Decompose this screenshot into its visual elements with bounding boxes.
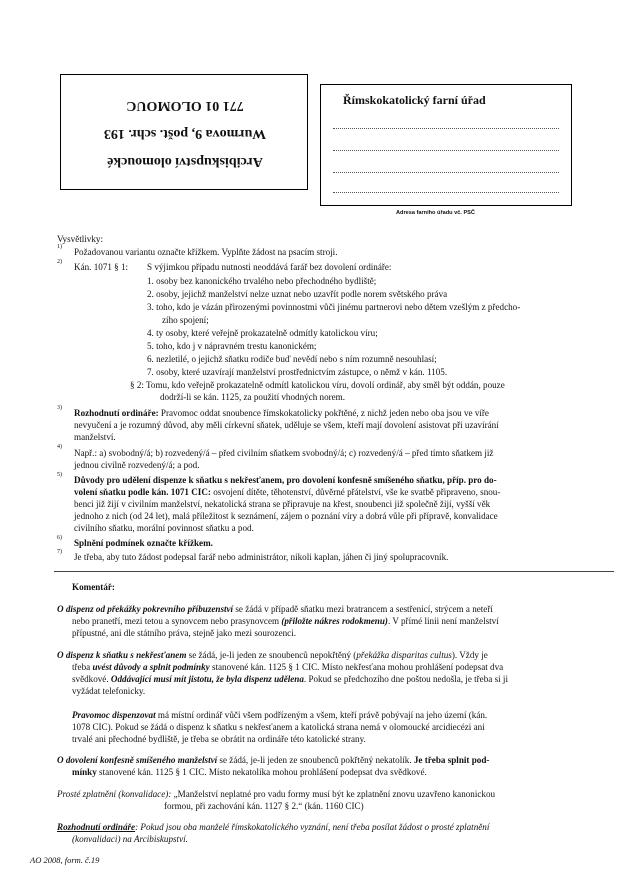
note-mark-3: 3) [57,405,62,411]
note-mark-1: 1) [57,244,62,250]
note-7: Je třeba, aby tuto žádost podepsal farář nebo administrátor, nikoli kaplan, jáhen či jiný spolupracovník. [74,552,449,562]
note-5-line-2: volení sňatku podle kán. 1071 CIC: osvojení dítěte, těhotenství, důvěrné přátelství, vše ke svatbě připraveno, snou- [74,487,501,497]
note-5-line-5: civilního sňatku, morální povinnost sňatku a pod. [74,523,254,533]
note-3-line-1: Rozhodnutí ordináře: Pravomoc oddat snoubence římskokatolicky pokřtěné, z nichž jeden nebo oba jsou ve víře [74,408,489,418]
comment-3-line-1: Pravomoc dispenzovat má místní ordinář vůči všem podřízeným a všem, kteří právě pobývají na jeho území (kán. [72,710,488,720]
parish-address-box [320,84,572,206]
comment-6-line-2: (konvalidaci) na Arcibiskupství. [72,834,188,844]
divider [54,571,614,572]
note-2-canon: Kán. 1071 § 1: [74,262,129,272]
parish-title: Římskokatolický farní úřad [343,93,486,107]
address-field-line-4[interactable] [333,191,559,193]
note-mark-5: 5) [57,472,62,478]
note-2-item-4: 4. ty osoby, které veřejně prokazatelně odmítly katolickou víru; [147,328,378,338]
note-mark-7: 7) [57,549,62,555]
note-4-line-1: Např.: a) svobodný/á; b) rozvedený/á – před civilním sňatkem svobodný/á; c) rozvedený/á – před tímto sňatkem již [74,448,494,458]
comment-4-line-2: mínky stanovené kán. 1125 § 1 CIC. Místo nekatolíka mohou prohlášení podepsat dva svědkové. [72,767,427,777]
comment-1-line-3: přípustné, ani dle státního práva, stejně jako mezi sourozenci. [72,628,296,638]
comment-5-line-2: formou, při zachování kán. 1127 § 2.“ (kán. 1160 CIC) [164,801,364,811]
note-5-line-3: benci již žijí v civilním manželství, nekatolická strana se připravuje na křest, snoubenci již společně žijí, vyšší věk [74,499,491,509]
comment-2-line-2: třeba uvést důvody a splnit podmínky stanovené kán. 1125 § 1 CIC. Místo nekřesťana mohou prohlášení podepsat dva [72,662,504,672]
comment-1-line-2: nebo pranetří, mezi tetou a synovcem nebo prasynovcem (přiložte nákres rodokmenu). V přímé linii není manželství [72,616,499,626]
comment-2-line-4: vyžádat telefonicky. [72,686,146,696]
note-4-line-2: jednou civilně rozvedený/á; a pod. [74,460,200,470]
note-3-line-3: manželství. [74,432,116,442]
note-2-item-1: 1. osoby bez kanonického trvalého nebo přechodného bydliště; [147,276,377,286]
note-2-item-6: 6. nezletilé, o jejichž sňatku rodiče buď nevědí nebo s ním rozumně nesouhlasí; [147,354,437,364]
parish-box-caption: Adresa farního úřadu vč. PSČ [396,210,475,216]
note-mark-4: 4) [57,444,62,450]
note-mark-6: 6) [57,535,62,541]
note-2-item-5: 5. toho, kdo j v nápravném trestu kanonickém; [147,341,317,351]
explanations-heading: Vysvětlivky: [57,234,103,244]
comment-1-line-1: O dispenz od překážky pokrevního příbuzenství se žádá v případě sňatku mezi bratrancem a sestřenicí, strýcem a neteří [57,604,493,614]
note-2-item-3-cont: zího spojení; [162,315,209,325]
comment-2-line-1: O dispenz k sňatku s nekřesťanem se žádá, je-li jeden ze snoubenců nepokřtěný (překážka disparitas cultus). Vždy je [57,650,488,660]
comment-4-line-1: O dovolení konfesně smíšeného manželství se žádá, je-li jeden ze snoubenců pokřtěný nekatolík. Je třeba splnit pod- [57,755,490,765]
note-6: Splnění podmínek označte křížkem. [74,538,213,548]
note-5-line-1: Důvody pro udělení dispenze k sňatku s nekřesťanem, pro dovolení konfesně smíšeného sňatku, příp. pro do- [74,475,497,485]
address-field-line-1[interactable] [333,127,559,129]
note-mark-2: 2) [57,259,62,265]
archdiocese-address-box [60,74,308,190]
address-line-3: 771 01 OLOMOUC [126,98,244,113]
note-2-item-7: 7. osoby, které uzavírají manželství prostřednictvím zástupce, o němž v kán. 1105. [147,367,448,377]
address-field-line-2[interactable] [333,149,559,151]
note-2-par2-b: dodrží-li se kán. 1125, za použití vhodných norem. [160,392,346,402]
address-line-1: Arcibiskupství olomoucké [107,154,263,169]
comment-3-line-2: 1078 CIC). Pokud se žádá o dispenz k sňatku s nekřesťanem a katolická strana nemá v olomoucké arcidiecézi ani [72,722,485,732]
note-5-line-4: jednoho z nich (od 24 let), malá příležitost k seznámení, zájem o poznání víry a dobrá vůle při přípravě, konvalidace [74,511,498,521]
note-2-par2-a: § 2: Tomu, kdo veřejně prokazatelně odmítl katolickou víru, dovolí ordinář, aby směl být oddán, pouze [130,380,505,390]
note-1: Požadovanou variantu označte křížkem. Vyplňte žádost na psacím stroji. [74,247,338,257]
note-3-line-2: nevyučení a je rozumný důvod, aby měli církevní sňatek, uděluje se všem, kteří mají dovolení asistovat při uzavírání [74,420,499,430]
address-line-2: Wurmova 9, pošt. schr. 193 [103,126,267,141]
comment-6-line-1: Rozhodnutí ordináře: Pokud jsou oba manželé římskokatolického vyznání, není třeba posílat žádost o prosté zplatnění [57,822,490,832]
note-2-item-2: 2. osoby, jejichž manželství nelze uznat nebo uzavřít podle norem světského práva [147,289,448,299]
comment-2-line-3: svědkové. Oddávající musí mít jistotu, že byla dispenz udělena. Pokud se předchozího dne poštou nedošla, je třeba si ji [72,674,508,684]
comment-5-line-1: Prosté zplatnění (konvalidace): „Manželství neplatné pro vadu formy musí být ke zplatnění znovu uzavřeno kanonickou [57,789,496,799]
comment-3-line-3: trvalé ani přechodné bydliště, je třeba se obrátit na ordináře této katolické strany. [72,734,366,744]
address-field-line-3[interactable] [333,171,559,173]
commentary-heading: Komentář: [72,582,115,592]
form-footer: AO 2008, form. č.19 [30,855,100,865]
note-2-lead: S výjimkou případu nutnosti neoddává farář bez dovolení ordináře: [147,262,392,272]
note-2-item-3: 3. toho, kdo je vázán přirozenými povinnostmi vůči jinému partnerovi nebo dětem vzešlým z předcho- [147,302,521,312]
